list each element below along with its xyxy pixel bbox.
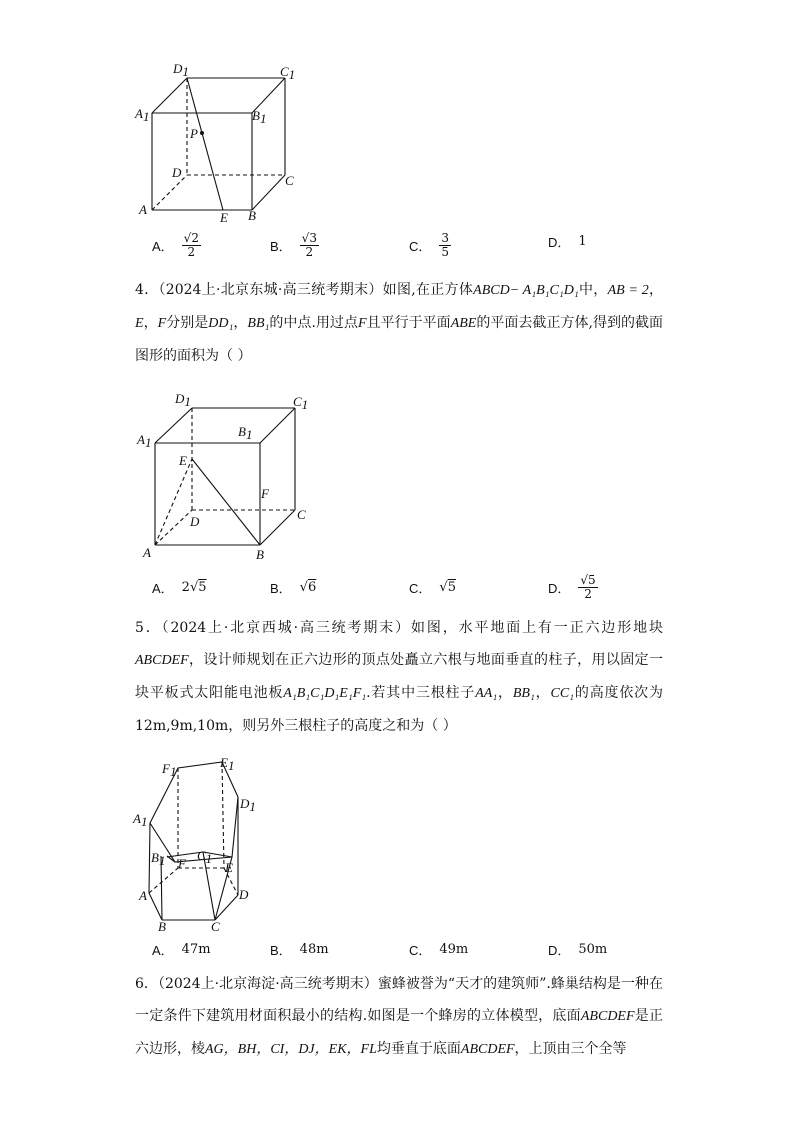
label-c1: C1 <box>280 64 296 82</box>
label-b1: B1 <box>238 424 253 442</box>
label-b1: B1 <box>252 108 267 126</box>
q5-option-a[interactable]: A． 47m <box>152 942 211 958</box>
question-4: 4．（2024上·北京东城·高三统考期末）如图,在正方体ABCD− A₁B₁C₁D₁中，AB = 2，E，F分别是DD₁，BB₁的中点.用过点F且平行于平面ABE的平面去截正方体,得到的截面图形的面积为（ ） <box>135 282 664 364</box>
label-d: D <box>239 887 249 902</box>
label-c: C <box>211 919 220 934</box>
q3-option-a[interactable]: A． $\frac{√2}{2}$ <box>152 231 199 259</box>
label-c: C <box>285 173 294 188</box>
label-e1: E1 <box>220 755 235 773</box>
question-6: 6．（2024上·北京海淀·高三统考期末）蜜蜂被誉为“天才的建筑师”.蜂巢结构是一种在一定条件下建筑用材面积最小的结构.如图是一个蜂房的立体模型，底面ABCDEF是正六边形，棱AG，BH，CI，DJ，EK，FL均垂直于底面ABCDEF，上顶由三个全等 <box>135 976 663 1057</box>
q5-option-c[interactable]: C． 49m <box>409 942 469 958</box>
q3-option-c[interactable]: C． $\frac{3}{5}$ <box>409 231 450 259</box>
label-f1: F1 <box>162 761 177 779</box>
label-d1: D1 <box>240 796 256 814</box>
label-b: B <box>248 208 256 223</box>
label-b: B <box>158 919 166 934</box>
label-a1: A1 <box>137 432 152 450</box>
label-c: C <box>297 507 306 522</box>
q5-option-b[interactable]: B． 48m <box>270 942 329 958</box>
label-f: F <box>261 486 269 501</box>
label-e: E <box>220 210 228 225</box>
q3-option-d[interactable]: D． 1 <box>548 234 587 250</box>
label-b1: B1 <box>151 850 166 868</box>
figure-q4-cube <box>130 388 330 568</box>
label-p: P <box>190 126 198 141</box>
q4-option-b[interactable]: B． √ 6 <box>270 580 317 596</box>
label-a1: A1 <box>133 811 148 829</box>
label-a: A <box>139 888 147 903</box>
q5-option-d[interactable]: D． 50m <box>548 942 608 958</box>
q4-option-a[interactable]: A． 2 √ 5 <box>152 580 207 596</box>
q3-options <box>152 232 752 258</box>
label-d1: D1 <box>175 391 191 409</box>
label-e: E <box>225 860 233 875</box>
figure-q5-hexagonal-prism <box>130 750 280 935</box>
question-5: 5．（2024上·北京西城·高三统考期末）如图，水平地面上有一正六边形地块ABCDEF，设计师规划在正六边形的顶点处矗立六根与地面垂直的柱子，用以固定一块平板式太阳能电池板A₁B₁C₁D₁E₁F₁.若其中三根柱子AA₁，BB₁，CC₁的高度依次为12m,9m,10m，则另外三根柱子的高度之和为（ ） <box>135 620 664 734</box>
label-b: B <box>256 547 264 562</box>
label-f: F <box>178 856 186 871</box>
q3-option-b[interactable]: B． $\frac{√3}{2}$ <box>270 231 317 259</box>
q4-option-d[interactable]: D． $\frac{√5}{2}$ <box>548 573 596 601</box>
q4-options <box>152 573 752 604</box>
label-c1: C1 <box>197 848 213 866</box>
label-a: A <box>139 202 147 217</box>
label-d: D <box>190 514 200 529</box>
label-d1: D1 <box>173 61 189 79</box>
label-e: E <box>179 453 187 468</box>
label-a1: A1 <box>135 106 150 124</box>
label-c1: C1 <box>293 394 309 412</box>
q4-option-c[interactable]: C． √ 5 <box>409 580 456 596</box>
label-a: A <box>143 545 151 560</box>
figure-q3-cube <box>130 58 310 228</box>
q5-options <box>152 940 752 966</box>
label-d: D <box>172 165 182 180</box>
